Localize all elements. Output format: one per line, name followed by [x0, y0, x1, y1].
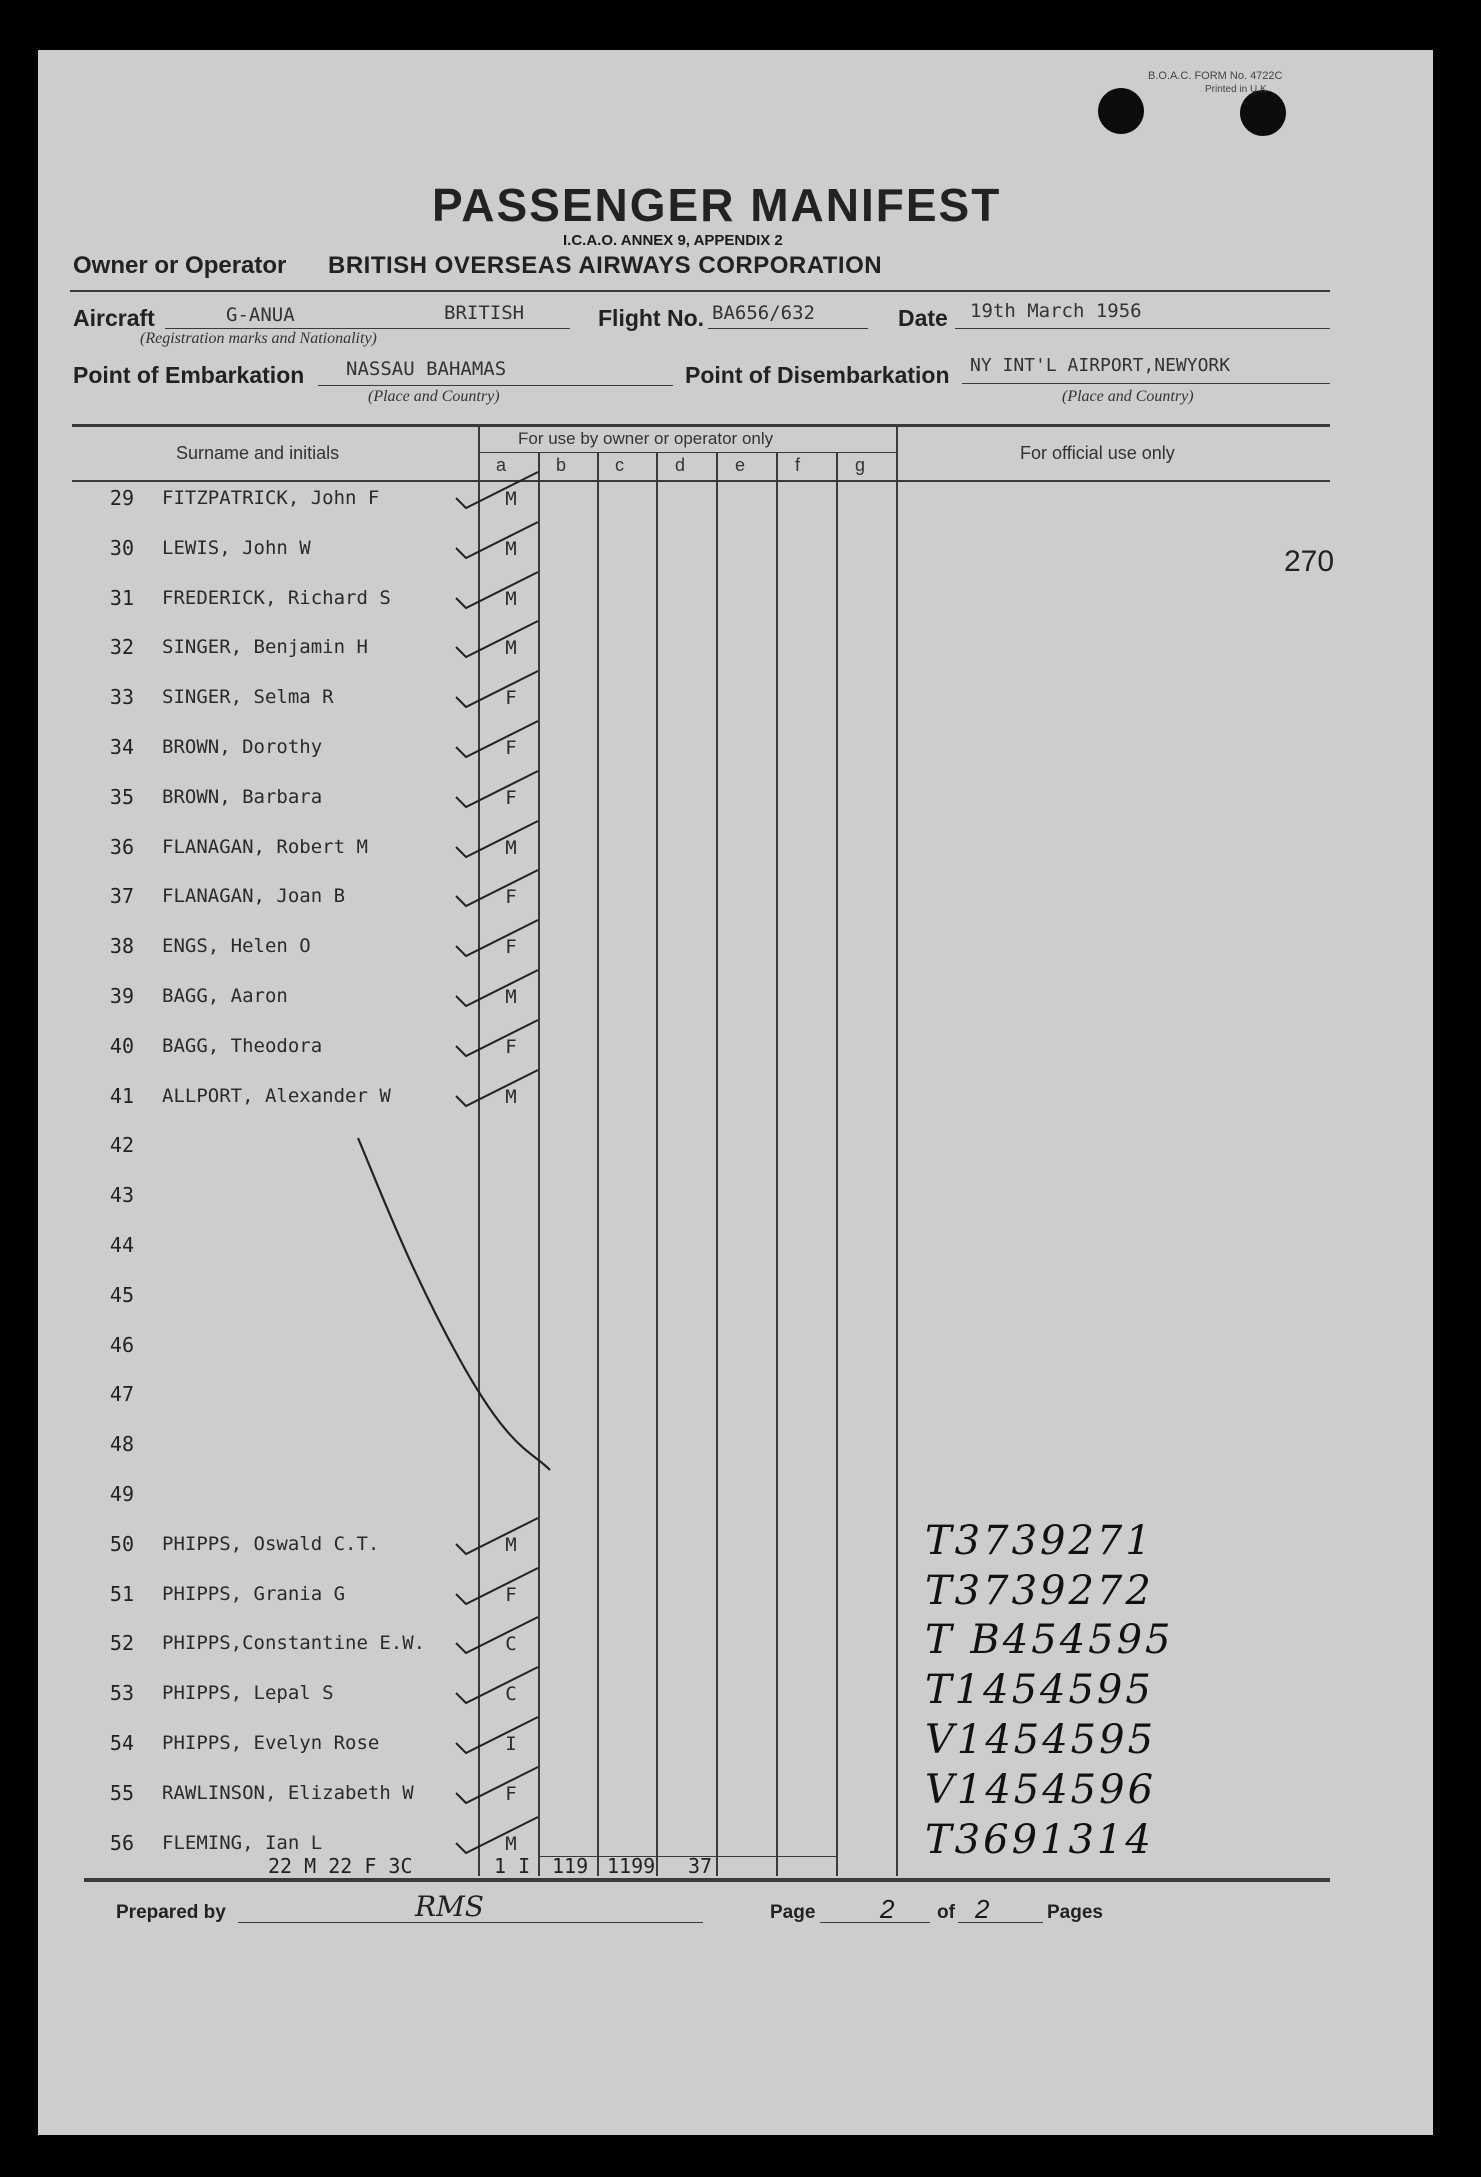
row-number: 33 — [109, 685, 134, 709]
date-label: Date — [898, 305, 948, 331]
row-number: 46 — [109, 1333, 134, 1357]
embarkation-note: (Place and Country) — [368, 388, 500, 405]
form-ref: B.O.A.C. FORM No. 4722C — [1148, 70, 1283, 82]
passenger-name: PHIPPS, Evelyn Rose — [162, 1732, 380, 1754]
check-mark — [452, 916, 542, 960]
passenger-name: FLANAGAN, Joan B — [162, 885, 346, 907]
totals-c: 1199 — [607, 1854, 656, 1878]
row-number: 39 — [109, 984, 134, 1008]
passenger-sex: M — [505, 1086, 517, 1108]
passenger-sex: F — [505, 1036, 517, 1058]
sub-column-header-c: c — [615, 455, 624, 475]
row-number: 47 — [109, 1382, 134, 1406]
passenger-sex: M — [505, 488, 517, 510]
official-header: For official use only — [1020, 443, 1175, 463]
prepared-label: Prepared by — [116, 1902, 226, 1923]
printed-in: Printed in U.K. — [1205, 84, 1270, 95]
row-number: 42 — [109, 1133, 134, 1157]
official-passport-number: T B454595 — [925, 1617, 1174, 1663]
row-number: 44 — [109, 1233, 134, 1257]
row-number: 35 — [109, 785, 134, 809]
check-mark — [452, 717, 542, 761]
passenger-sex: M — [505, 986, 517, 1008]
check-mark — [452, 767, 542, 811]
flight-number: BA656/632 — [712, 302, 815, 324]
surname-header: Surname and initials — [176, 443, 340, 463]
passenger-sex: M — [505, 637, 517, 659]
check-mark — [452, 1514, 542, 1558]
punch-hole-right — [1240, 90, 1286, 136]
passenger-name: ENGS, Helen O — [162, 935, 311, 957]
sub-column-header-g: g — [855, 455, 866, 475]
passenger-sex: C — [505, 1683, 517, 1705]
page-title: PASSENGER MANIFEST — [432, 179, 1002, 231]
check-mark — [452, 617, 542, 661]
check-mark — [452, 1713, 542, 1757]
passenger-sex: M — [505, 1534, 517, 1556]
passenger-sex: M — [505, 588, 517, 610]
aircraft-registration: G-ANUA — [226, 304, 295, 326]
row-number: 45 — [109, 1283, 134, 1307]
passenger-sex: I — [505, 1733, 517, 1755]
pages-label: Pages — [1047, 1902, 1103, 1923]
row-number: 38 — [109, 934, 134, 958]
row-number: 51 — [109, 1582, 134, 1606]
check-mark — [452, 468, 542, 512]
aircraft-nationality: BRITISH — [444, 302, 525, 324]
row-number: 53 — [109, 1681, 134, 1705]
table-bottom-line — [84, 1878, 1330, 1882]
passenger-name: PHIPPS,Constantine E.W. — [162, 1632, 426, 1654]
of-value: 2 — [975, 1894, 990, 1924]
embarkation-underline — [318, 385, 673, 386]
passenger-sex: F — [505, 886, 517, 908]
col-divider-official — [896, 426, 898, 1876]
passenger-sex: M — [505, 837, 517, 859]
divider — [70, 290, 1330, 292]
col-divider-cd — [656, 452, 658, 1876]
passenger-sex: M — [505, 1833, 517, 1855]
passenger-name: BAGG, Aaron — [162, 985, 288, 1007]
passenger-sex: F — [505, 1584, 517, 1606]
date-value: 19th March 1956 — [970, 300, 1142, 322]
aircraft-underline — [165, 328, 570, 329]
row-number: 52 — [109, 1631, 134, 1655]
row-number: 49 — [109, 1482, 134, 1506]
passenger-name: SINGER, Benjamin H — [162, 636, 368, 658]
check-mark — [452, 1016, 542, 1060]
check-mark — [452, 866, 542, 910]
passenger-sex: F — [505, 687, 517, 709]
passenger-name: ALLPORT, Alexander W — [162, 1085, 391, 1107]
passenger-name: PHIPPS, Oswald C.T. — [162, 1533, 380, 1555]
official-passport-number: V1454596 — [925, 1767, 1157, 1813]
passenger-name: SINGER, Selma R — [162, 686, 334, 708]
passenger-name: RAWLINSON, Elizabeth W — [162, 1782, 414, 1804]
passenger-name: BROWN, Dorothy — [162, 736, 323, 758]
passenger-name: PHIPPS, Grania G — [162, 1583, 346, 1605]
col-divider-fg — [836, 452, 838, 1876]
header-bottom-line — [72, 480, 1330, 482]
official-stamp: 270 — [1284, 545, 1335, 578]
passenger-sex: M — [505, 538, 517, 560]
blank-rows-strike-line — [340, 1130, 560, 1480]
totals-b: 119 — [552, 1854, 589, 1878]
official-passport-number: V1454595 — [925, 1717, 1157, 1763]
embarkation-label: Point of Embarkation — [73, 362, 305, 388]
aircraft-note: (Registration marks and Nationality) — [140, 330, 377, 347]
page-label: Page — [770, 1902, 816, 1923]
passenger-name: FREDERICK, Richard S — [162, 587, 391, 609]
passenger-sex: C — [505, 1633, 517, 1655]
row-number: 29 — [109, 486, 134, 510]
of-underline — [958, 1922, 1043, 1923]
col-divider-de — [716, 452, 718, 1876]
col-divider-ef — [776, 452, 778, 1876]
subheader-line — [478, 452, 898, 453]
check-mark — [452, 1613, 542, 1657]
disembarkation-underline — [962, 383, 1330, 384]
sub-column-header-b: b — [556, 455, 567, 475]
row-number: 41 — [109, 1084, 134, 1108]
row-number: 50 — [109, 1532, 134, 1556]
check-mark — [452, 518, 542, 562]
row-number: 34 — [109, 735, 134, 759]
flight-underline — [708, 328, 868, 329]
page-value: 2 — [880, 1894, 895, 1924]
passenger-name: BROWN, Barbara — [162, 786, 323, 808]
passenger-name: FLEMING, Ian L — [162, 1832, 323, 1854]
disembarkation-note: (Place and Country) — [1062, 388, 1194, 405]
sub-column-header-a: a — [496, 455, 507, 475]
passenger-sex: F — [505, 936, 517, 958]
sub-column-header-d: d — [675, 455, 686, 475]
passenger-sex: F — [505, 787, 517, 809]
prepared-value: RMS — [415, 1890, 484, 1923]
page-underline — [820, 1922, 930, 1923]
check-mark — [452, 667, 542, 711]
punch-hole-left — [1098, 88, 1144, 134]
disembarkation-value: NY INT'L AIRPORT,NEWYORK — [970, 355, 1231, 376]
row-number: 43 — [109, 1183, 134, 1207]
check-mark — [452, 966, 542, 1010]
row-number: 31 — [109, 586, 134, 610]
row-number: 32 — [109, 635, 134, 659]
check-mark — [452, 1663, 542, 1707]
table-top-line — [72, 424, 1330, 427]
passenger-name: FLANAGAN, Robert M — [162, 836, 368, 858]
flight-label: Flight No. — [598, 305, 705, 331]
totals-summary: 22 M 22 F 3C — [268, 1854, 413, 1878]
check-mark — [452, 817, 542, 861]
passenger-sex: F — [505, 1783, 517, 1805]
disembarkation-label: Point of Disembarkation — [685, 362, 950, 388]
passenger-name: PHIPPS, Lepal S — [162, 1682, 334, 1704]
totals-d: 37 — [688, 1854, 713, 1878]
owner-header: For use by owner or operator only — [518, 429, 774, 448]
row-number: 40 — [109, 1034, 134, 1058]
official-passport-number: T3739271 — [925, 1518, 1154, 1564]
col-divider-bc — [597, 452, 599, 1876]
of-label: of — [937, 1902, 955, 1923]
sub-column-header-f: f — [795, 455, 801, 475]
operator-value: BRITISH OVERSEAS AIRWAYS CORPORATION — [328, 252, 883, 279]
sub-column-header-e: e — [735, 455, 746, 475]
passenger-name: BAGG, Theodora — [162, 1035, 323, 1057]
passenger-name: LEWIS, John W — [162, 537, 311, 559]
row-number: 36 — [109, 835, 134, 859]
row-number: 55 — [109, 1781, 134, 1805]
official-passport-number: T3739272 — [925, 1568, 1154, 1614]
check-mark — [452, 1763, 542, 1807]
row-number: 56 — [109, 1831, 134, 1855]
row-number: 37 — [109, 884, 134, 908]
check-mark — [452, 1066, 542, 1110]
operator-label: Owner or Operator — [73, 252, 287, 279]
check-mark — [452, 1813, 542, 1857]
check-mark — [452, 1564, 542, 1608]
row-number: 30 — [109, 536, 134, 560]
aircraft-label: Aircraft — [73, 305, 155, 331]
check-mark — [452, 568, 542, 612]
totals-a: 1 I — [494, 1854, 531, 1878]
passenger-sex: F — [505, 737, 517, 759]
page-subtitle: I.C.A.O. ANNEX 9, APPENDIX 2 — [563, 232, 783, 249]
embarkation-value: NASSAU BAHAMAS — [346, 358, 507, 380]
row-number: 48 — [109, 1432, 134, 1456]
official-passport-number: T1454595 — [925, 1667, 1154, 1713]
date-underline — [955, 328, 1330, 329]
official-passport-number: T3691314 — [925, 1817, 1154, 1863]
passenger-name: FITZPATRICK, John F — [162, 487, 380, 509]
row-number: 54 — [109, 1731, 134, 1755]
